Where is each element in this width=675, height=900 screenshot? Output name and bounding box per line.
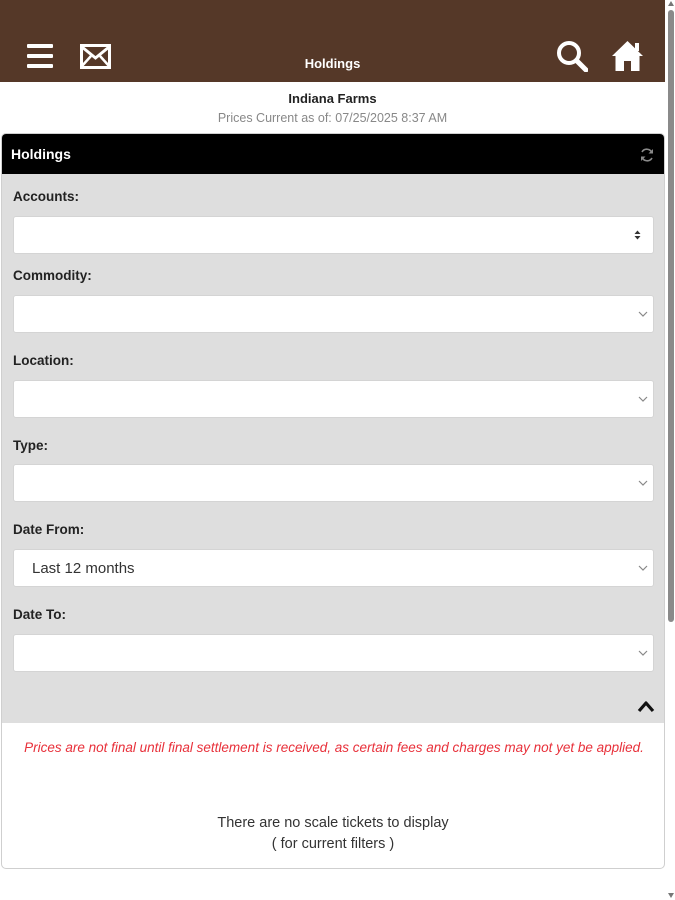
chevron-down-icon	[638, 649, 648, 657]
chevron-down-icon	[638, 310, 648, 318]
header-title: Holdings	[304, 56, 361, 71]
type-label: Type:	[13, 438, 49, 453]
chevron-down-icon	[638, 564, 648, 572]
location-label: Location:	[13, 353, 74, 368]
date-from-label: Date From:	[13, 522, 85, 537]
panel-header	[2, 134, 664, 174]
settlement-disclaimer: Prices are not final until final settlement is received, as certain fees and charges may not yet be applied.	[24, 740, 644, 755]
accounts-select[interactable]	[13, 216, 654, 254]
empty-state-subtext: ( for current filters )	[271, 836, 395, 852]
chevron-down-icon	[638, 395, 648, 403]
accounts-label: Accounts:	[13, 189, 80, 204]
prices-current-timestamp: Prices Current as of: 07/25/2025 8:37 AM	[217, 111, 448, 125]
scroll-up-arrow-icon[interactable]	[668, 1, 674, 6]
filters-section	[2, 174, 664, 723]
commodity-label: Commodity:	[13, 268, 92, 283]
date-to-label: Date To:	[13, 607, 66, 622]
farm-name: Indiana Farms	[288, 91, 377, 106]
commodity-select[interactable]	[13, 295, 654, 333]
home-icon[interactable]	[611, 40, 644, 72]
type-select[interactable]	[13, 464, 654, 502]
scroll-down-arrow-icon[interactable]	[668, 893, 674, 898]
date-from-select[interactable]	[13, 549, 654, 587]
chevron-up-icon[interactable]	[637, 700, 655, 713]
date-from-select-value: Last 12 months	[32, 560, 135, 577]
app-header	[0, 0, 665, 82]
empty-state-message: There are no scale tickets to display	[217, 815, 449, 831]
sort-updown-icon	[634, 229, 641, 241]
scrollbar-thumb[interactable]	[668, 10, 674, 622]
holdings-panel	[1, 133, 665, 869]
chevron-down-icon	[638, 479, 648, 487]
search-icon[interactable]	[556, 40, 588, 72]
panel-title: Holdings	[11, 146, 71, 162]
refresh-icon[interactable]	[639, 147, 655, 163]
date-to-select[interactable]	[13, 634, 654, 672]
location-select[interactable]	[13, 380, 654, 418]
